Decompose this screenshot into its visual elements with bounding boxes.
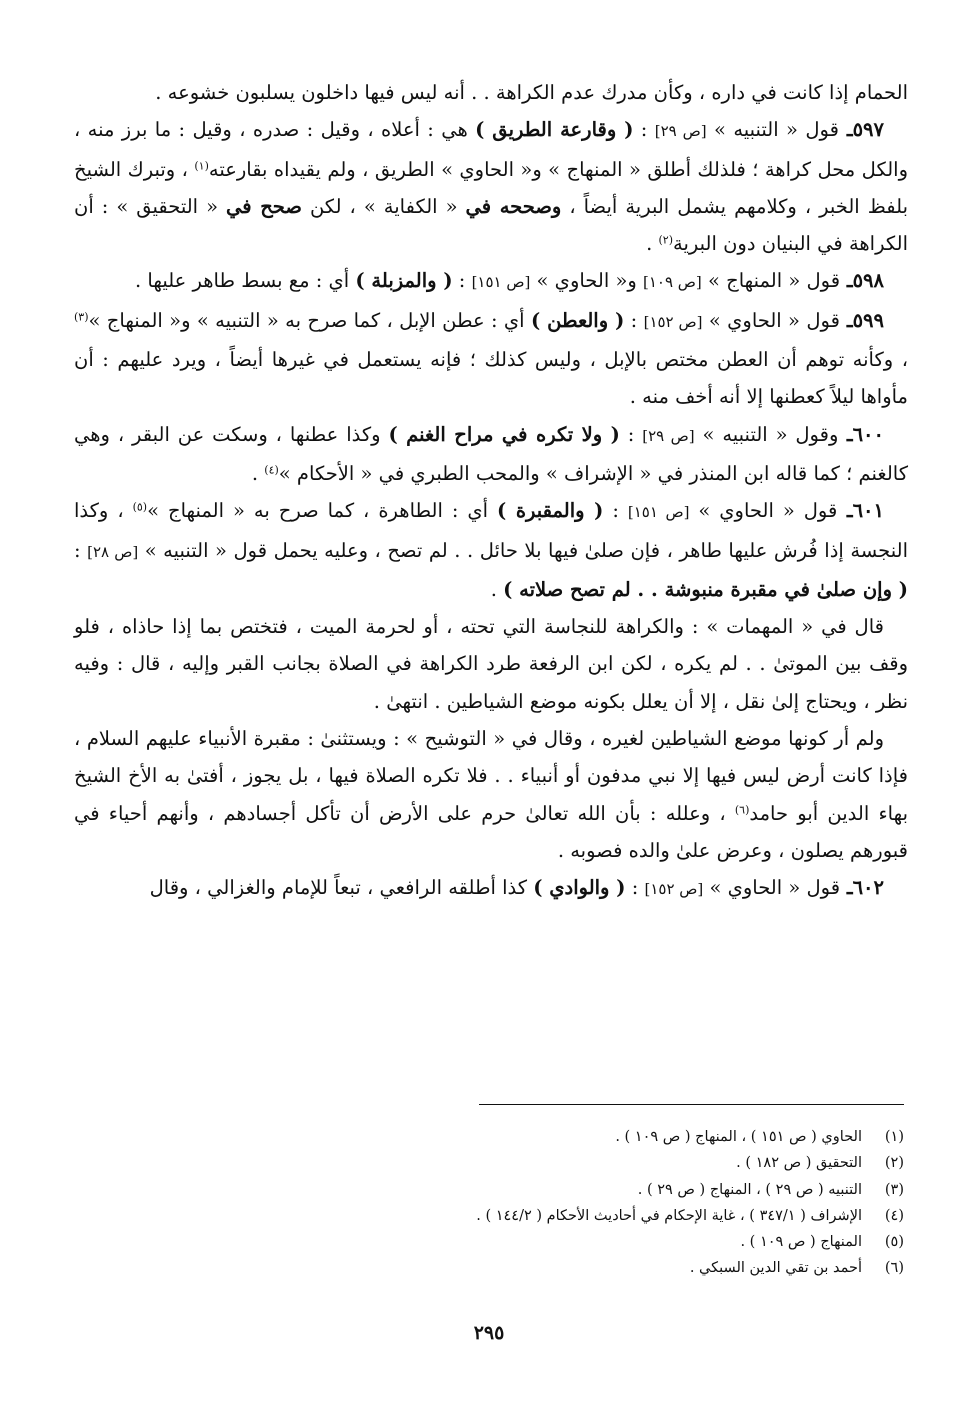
page-reference: [ص ١٥٢] — [644, 880, 704, 899]
text-run: وقول « التنبيه » — [694, 422, 839, 446]
text-run: : — [603, 499, 628, 523]
entry-number: ٥٩٨ـ — [840, 269, 884, 293]
paragraph-598 — [74, 262, 908, 301]
page-reference: [ص ٢٩] — [642, 426, 695, 445]
text-run: « التحقيق » : أن الكراهة في البنيان دون البرية — [74, 194, 908, 256]
entry-number: ٥٩٧ـ — [838, 118, 884, 142]
bold-phrase: وصححه في — [465, 194, 562, 218]
page-reference: [ص ١٥١] — [627, 503, 690, 522]
text-run: « الكفاية » ، لكن — [301, 194, 466, 218]
text-run: قول « المنهاج » — [701, 269, 841, 293]
text-run: قول « الحاوي » — [703, 876, 841, 900]
entry-number: ٦٠٠ـ — [838, 422, 884, 446]
text-run: : — [625, 876, 645, 900]
text-run: : — [619, 422, 643, 446]
text-run: . — [251, 461, 265, 485]
footnote-reference: (٦) — [734, 803, 750, 817]
footnote-item — [104, 1229, 904, 1255]
footnote-marker: (١) — [884, 1129, 904, 1145]
footnote-marker: (٤) — [884, 1207, 904, 1224]
paragraph-602 — [74, 869, 908, 908]
text-run: قول « الحاوي » — [689, 499, 838, 523]
footnote-marker: (٦) — [884, 1260, 904, 1277]
text-run: الحمام إذا كانت في داره ، وكأن مدرك عدم الكراهة . . أنه ليس فيها داخلون يسلبون خشوعه . — [155, 81, 908, 104]
page-reference: [ص ٢٨] — [87, 542, 139, 561]
text-run: ، وعلله : بأن الله تعالىٰ حرم على الأرض أن تأكل أجسادهم ، وأنهم أحياء في قبورهم يصلون ، وعرض علىٰ والده فصوبه . — [74, 801, 908, 862]
footnote-marker: (٢) — [884, 1155, 904, 1172]
page-reference: [ص ١٥٢] — [643, 312, 703, 331]
footnote-text: الحاوي ( ص ١٥١ ) ، المنهاج ( ص ١٠٩ ) . — [615, 1129, 862, 1145]
text-run: : — [452, 269, 472, 293]
footnotes-list — [104, 1124, 904, 1282]
page-reference: [ص ١٥١] — [471, 273, 531, 292]
text-run: و« الحاوي » — [530, 269, 643, 293]
text-run: . — [646, 232, 659, 256]
entry-number: ٥٩٩ـ — [839, 308, 884, 332]
paragraph-601 — [74, 492, 908, 608]
footnote-item — [104, 1177, 904, 1203]
footnote-reference: (١) — [194, 159, 209, 172]
bold-phrase: صحح في — [226, 194, 302, 218]
quoted-phrase: ( والوادي ) — [533, 876, 626, 900]
text-run: قول « الحاوي » — [702, 308, 840, 332]
footnote-reference: (٣) — [74, 310, 89, 324]
footnote-item — [104, 1150, 904, 1176]
paragraph-600 — [74, 416, 908, 493]
footnote-text: التنبيه ( ص ٢٩ ) ، المنهاج ( ص ٢٩ ) . — [637, 1181, 862, 1198]
text-run: : — [74, 538, 88, 562]
text-run: قول « التنبيه » — [706, 118, 839, 142]
entry-number: ٦٠٢ـ — [840, 876, 884, 900]
text-run: ، وتبرك الشيخ بلفظ الخبر ، وكلامهم يشمل البرية أيضاً ، — [74, 157, 908, 218]
paragraph-continuation — [74, 74, 908, 111]
footnote-item — [104, 1124, 904, 1150]
quoted-phrase: ( والمقبرة ) — [497, 499, 604, 523]
paragraph-muhimmat — [74, 608, 908, 720]
footnote-reference: (٥) — [132, 500, 148, 514]
footnote-marker: (٣) — [884, 1181, 904, 1198]
footnote-text: الإشراف ( ٣٤٧/١ ) ، غاية الإحكام في أحاديث الأحكام ( ١٤٤/٢ ) . — [476, 1207, 862, 1224]
text-run: أي : الطاهرة ، كما صرح به « المنهاج » — [147, 499, 498, 523]
footnote-text: التحقيق ( ص ١٨٢ ) . — [736, 1155, 862, 1172]
quoted-phrase: ( وقارعة الطريق ) — [475, 118, 634, 142]
footnote-text: أحمد بن تقي الدين السبكي . — [689, 1260, 862, 1277]
main-text — [74, 74, 908, 909]
quoted-phrase: ( وإن صلىٰ في مقبرة منبوشة . . لم تصح صلاته ) — [503, 577, 908, 601]
footnote-reference: (٢) — [658, 233, 673, 247]
text-run: كذا أطلقه الرافعي ، تبعاً للإمام والغزالي ، وقال — [149, 876, 534, 900]
text-run: قال في « المهمات » : والكراهة للنجاسة التي تحته ، أو لحرمة الميت ، فتختص بما إذا حاذاه ، فلو وقف بين الموتىٰ . . لم يكره ، لكن ابن الرفعة طرد الكراهة في الصلاة بجانب القبر وإليه ، قال : وفيه نظر ، ويحتاج إلىٰ نقل ، إلا أن يعلل بكونه موضع الشياطين . انتهىٰ . — [74, 615, 908, 713]
quoted-phrase: ( والعطن ) — [530, 308, 625, 332]
text-run: ، وكأنه توهم أن العطن مختص بالإبل ، وليس كذلك ؛ فإنه يستعمل في غيرها أيضاً ، ويرد عليهم : أن مأواها ليلاً كعطنها إلا أنه أخف منه . — [74, 348, 908, 409]
quoted-phrase: ( ولا تكره في مراح الغنم ) — [388, 422, 620, 446]
text-run: : — [624, 308, 644, 332]
footnote-text: المنهاج ( ص ١٠٩ ) . — [740, 1234, 862, 1251]
quoted-phrase: ( والمزبلة ) — [355, 269, 453, 293]
footnote-reference: (٤) — [264, 463, 279, 477]
text-run: أي : مع بسط طاهر عليها . — [135, 269, 356, 293]
page-reference: [ص ١٠٩] — [643, 273, 702, 292]
paragraph-597 — [74, 111, 908, 262]
footnote-separator — [479, 1104, 904, 1105]
text-run: ولم أر كونها موضع الشياطين لغيره ، وقال في « التوشيح » : ويستثنىٰ : مقبرة الأنبياء عليهم السلام ، فإذا كانت أرض ليس فيها إلا نبي مدفون أو أنبياء . . فلا تكره الصلاة فيها ، بل يجوز ، أفتىٰ به الأخ الشيخ بهاء الدين أبو حامد — [74, 727, 908, 825]
footnote-item — [104, 1203, 904, 1229]
paragraph-599 — [74, 302, 908, 416]
text-run: ، وكذا النجسة إذا فُرش عليها طاهر ، فإن صلىٰ فيها بلا حائل . . لم تصح ، وعليه يحمل قول « التنبيه » — [74, 499, 908, 562]
page-reference: [ص ٢٩] — [654, 122, 707, 141]
footnote-marker: (٥) — [884, 1234, 904, 1251]
text-run: وكذا عطنها ، وسكت عن البقر ، وهي كالغنم ؛ كما قاله ابن المنذر في « الإشراف » والمحب الطبري في « الأحكام » — [74, 422, 908, 485]
footnote-item — [104, 1255, 904, 1281]
text-run: أي : عطن الإبل ، كما صرح به « التنبيه » و« المنهاج » — [88, 308, 531, 332]
text-run: : — [633, 118, 655, 142]
page-number: ٢٩٥ — [473, 1322, 505, 1344]
text-run: . — [490, 577, 504, 601]
entry-number: ٦٠١ـ — [837, 499, 884, 523]
text-run: هي : أعلاه ، وقيل : صدره ، وقيل : ما برز منه ، والكل محل كراهة ؛ فلذلك أطلق « المنهاج » و« الحاوي » الطريق ، ولم يقيداه بقارعته — [74, 118, 908, 181]
paragraph-tawshih — [74, 720, 908, 869]
